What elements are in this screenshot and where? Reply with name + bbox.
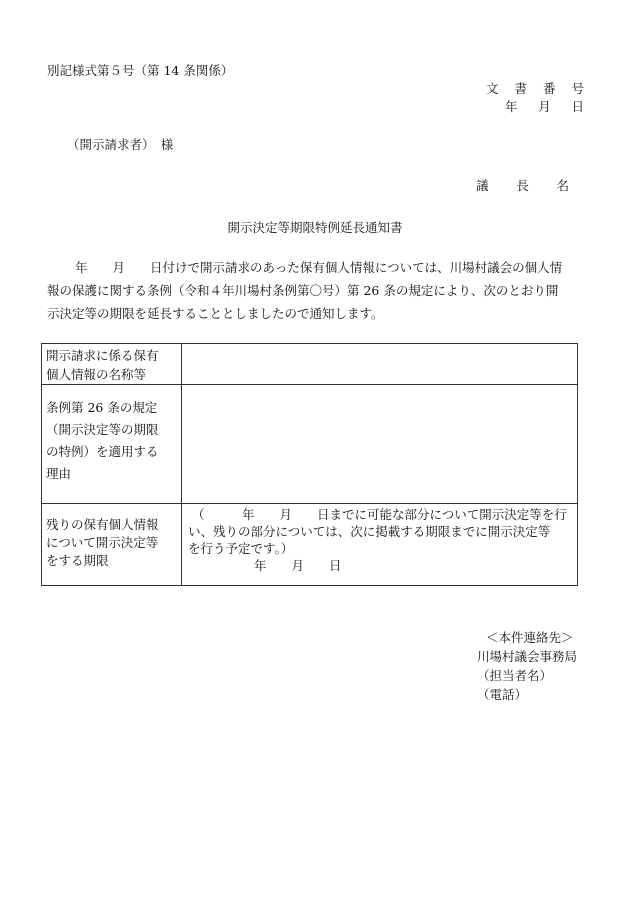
body-paragraph (47, 256, 562, 325)
doc-number-char: 書 (514, 81, 527, 96)
document-title: 開示決定等期限特例延長通知書 (227, 220, 403, 235)
table-row (42, 344, 578, 385)
contact-block (477, 628, 577, 704)
date-year: 年 (505, 99, 518, 114)
deadline-date: 年 月 日 (254, 558, 342, 573)
date-day: 日 (571, 99, 584, 114)
contact-phone: （電話） (477, 687, 528, 702)
row-label-reason (42, 385, 182, 504)
row-value-reason[interactable] (182, 385, 578, 504)
value-line: い、残りの部分については、次に掲載する期限までに開示決定等 (188, 524, 551, 539)
issue-date-label (505, 101, 584, 114)
label-line: 条例第 26 条の規定 (46, 400, 158, 415)
contact-office: 川場村議会事務局 (477, 649, 578, 664)
row-label-deadline (42, 504, 182, 586)
table-row (42, 385, 578, 504)
contact-person: （担当者名） (477, 668, 553, 683)
label-line: 理由 (46, 466, 72, 481)
doc-number-char: 文 (486, 81, 499, 96)
label-line: （開示決定等の期限 (46, 422, 159, 437)
table-row (42, 504, 578, 586)
sender-char: 名 (556, 178, 569, 193)
doc-number-char: 番 (542, 81, 556, 96)
label-line: 個人情報の名称等 (46, 367, 147, 382)
label-line: について開示決定等 (46, 535, 159, 550)
form-identifier: 別記様式第５号（第 14 条関係） (47, 63, 234, 78)
row-value-deadline[interactable] (182, 504, 578, 586)
sender-char: 長 (516, 178, 529, 193)
label-line: 残りの保有個人情報 (46, 517, 159, 532)
info-table (41, 343, 578, 586)
sender-name (476, 180, 569, 193)
sender-char: 議 (476, 178, 489, 193)
label-line: をする期限 (46, 553, 109, 568)
body-line: 報の保護に関する条例（令和４年川場村条例第〇号）第 26 条の規定により、次のとおり開 (47, 283, 559, 298)
addressee: （開示請求者） 様 (67, 137, 174, 152)
document-number-label (486, 83, 584, 96)
row-value-info-name[interactable] (182, 344, 578, 385)
value-line: を行う予定です。） (188, 541, 294, 556)
doc-number-char: 号 (571, 81, 584, 96)
row-label-info-name (42, 344, 182, 385)
date-month: 月 (538, 99, 551, 114)
label-line: の特例）を適用する (46, 444, 159, 459)
contact-heading: ＜本件連絡先＞ (486, 630, 574, 645)
value-line: （ 年 月 日までに可能な部分について開示決定等を行 (192, 507, 567, 522)
body-line: 示決定等の期限を延長することとしましたので通知します。 (47, 306, 384, 321)
body-line: 年 月 日付けで開示請求のあった保有個人情報については、川場村議会の個人情 (75, 260, 563, 275)
label-line: 開示請求に係る保有 (46, 348, 159, 363)
